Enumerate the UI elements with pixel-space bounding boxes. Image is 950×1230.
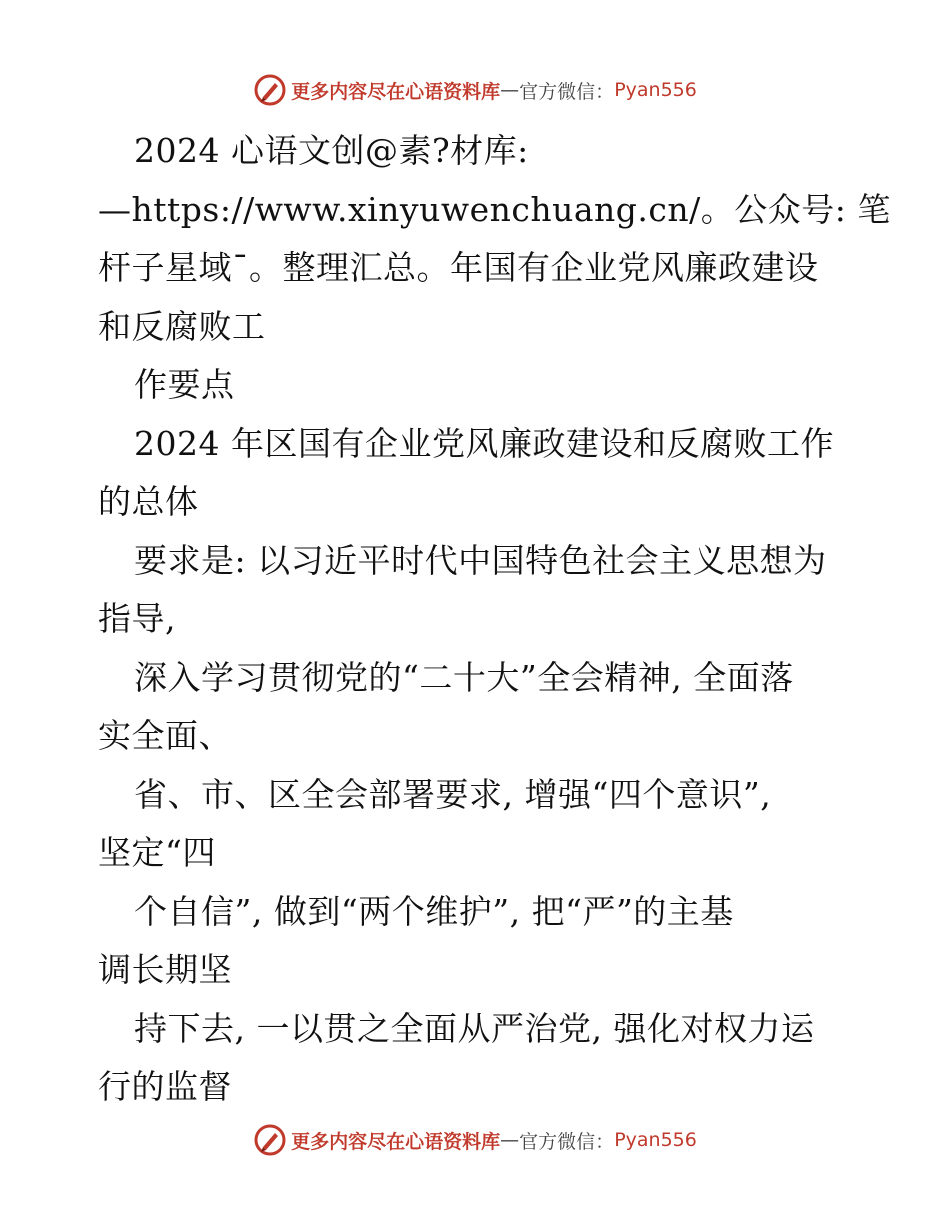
banner-wechat-id: Pyan556: [614, 1129, 697, 1151]
text-line: 个自信”, 做到“两个维护”, 把“严”的主基: [134, 891, 734, 931]
banner-official-label: 官方微信：: [519, 80, 615, 103]
text-line: 行的监督: [98, 1067, 232, 1106]
banner-main-text: 更多内容尽在心语资料库: [291, 1130, 501, 1153]
text-line: 省、市、区全会部署要求, 增强“四个意识”,: [134, 774, 772, 814]
text-line: 和反腐败工: [98, 306, 266, 346]
text-line: 2024 心语文创@素?材库:: [134, 131, 529, 170]
banner-main-text: 更多内容尽在心语资料库: [291, 80, 501, 103]
text-line: 作要点: [134, 365, 235, 404]
text-line: 实全面、: [98, 716, 232, 755]
text-line: 2024 年区国有企业党风廉政建设和反腐败工作: [134, 423, 834, 463]
text-line: 坚定“四: [98, 833, 216, 872]
footer-banner: [0, 1120, 950, 1160]
text-line: 调长期坚: [98, 950, 232, 989]
document-body: [98, 122, 891, 1117]
logo-icon: [253, 1123, 287, 1157]
banner-dash: —: [500, 1129, 520, 1151]
text-line: 指导,: [98, 599, 176, 638]
banner-wechat-id: Pyan556: [614, 79, 697, 101]
banner-dash: —: [500, 79, 520, 101]
header-banner: [0, 70, 950, 110]
text-line: 持下去, 一以贯之全面从严治党, 强化对权力运: [134, 1008, 815, 1048]
text-line: 深入学习贯彻党的“二十大”全会精神, 全面落: [134, 657, 794, 697]
logo-icon: [253, 73, 287, 107]
text-line: 要求是: 以习近平时代中国特色社会主义思想为: [134, 540, 827, 580]
text-line: 的总体: [98, 482, 199, 521]
banner-official-label: 官方微信：: [519, 1130, 615, 1153]
text-line: —https://www.xinyuwenchuang.cn/。公众号: 笔: [98, 189, 891, 229]
text-line: 杆子星域¯。整理汇总。年国有企业党风廉政建设: [98, 248, 819, 287]
